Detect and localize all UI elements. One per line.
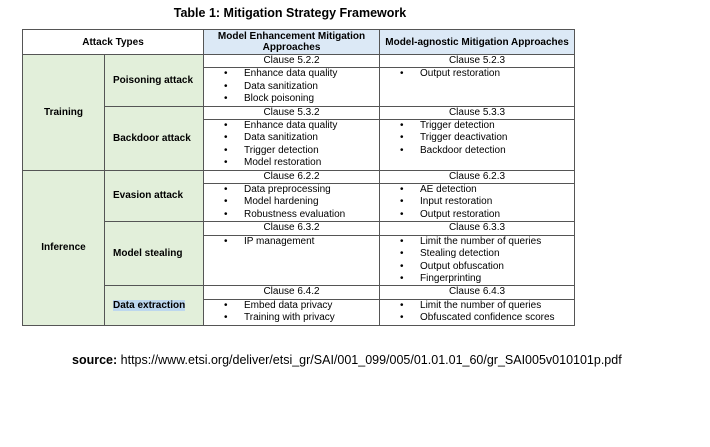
list-item: • Block poisoning	[204, 93, 379, 105]
table-row	[23, 55, 575, 107]
enhancement-cell	[204, 286, 380, 325]
list-item: • Model hardening	[204, 196, 379, 208]
list-item: • Embed data privacy	[204, 300, 379, 312]
clause-label: Clause 6.2.2	[204, 171, 379, 184]
list-item: • Backdoor detection	[380, 145, 574, 157]
enhancement-cell	[204, 106, 380, 170]
clause-label: Clause 6.3.2	[204, 222, 379, 235]
header-row	[23, 30, 575, 55]
table-row	[23, 170, 575, 222]
highlighted-label: Data extraction	[113, 299, 186, 311]
list-item: • Limit the number of queries	[380, 236, 574, 248]
group-inference: Inference	[23, 170, 105, 325]
enhancement-cell	[204, 55, 380, 107]
list-item: • Data sanitization	[204, 81, 379, 93]
header-model-agnostic: Model-agnostic Mitigation Approaches	[380, 30, 575, 55]
list-item: • Enhance data quality	[204, 120, 379, 132]
list-item: • Robustness evaluation	[204, 209, 379, 221]
list-item: • Data preprocessing	[204, 184, 379, 196]
table-row	[23, 106, 575, 170]
attack-evasion: Evasion attack	[105, 170, 204, 222]
clause-label: Clause 5.3.2	[204, 107, 379, 120]
list-item: • Enhance data quality	[204, 68, 379, 80]
agnostic-cell	[380, 286, 575, 325]
attack-poisoning: Poisoning attack	[105, 55, 204, 107]
clause-label: Clause 6.4.2	[204, 286, 379, 299]
list-item: • IP management	[204, 236, 379, 248]
list-item: • Input restoration	[380, 196, 574, 208]
list-item: • Output restoration	[380, 68, 574, 80]
list-item: • Obfuscated confidence scores	[380, 312, 574, 324]
table-row	[23, 286, 575, 325]
list-item: • Output restoration	[380, 209, 574, 221]
clause-label: Clause 5.3.3	[380, 107, 574, 120]
list-item: • AE detection	[380, 184, 574, 196]
clause-label: Clause 6.3.3	[380, 222, 574, 235]
list-item: • Output obfuscation	[380, 261, 574, 273]
source-url[interactable]: https://www.etsi.org/deliver/etsi_gr/SAI/001_099/005/01.01.01_60/gr_SAI005v010101p.pdf	[120, 353, 622, 367]
clause-label: Clause 5.2.2	[204, 55, 379, 68]
agnostic-cell	[380, 106, 575, 170]
list-item: • Fingerprinting	[380, 273, 574, 285]
clause-label: Clause 5.2.3	[380, 55, 574, 68]
list-item: • Training with privacy	[204, 312, 379, 324]
enhancement-cell	[204, 222, 380, 286]
group-training: Training	[23, 55, 105, 171]
attack-data-extraction	[105, 286, 204, 325]
list-item: • Trigger deactivation	[380, 132, 574, 144]
list-item: • Model restoration	[204, 157, 379, 169]
clause-label: Clause 6.2.3	[380, 171, 574, 184]
source-line	[72, 353, 622, 367]
agnostic-cell	[380, 222, 575, 286]
list-item: • Trigger detection	[380, 120, 574, 132]
header-model-enhancement: Model Enhancement Mitigation Approaches	[204, 30, 380, 55]
agnostic-cell	[380, 170, 575, 222]
header-attack-types: Attack Types	[23, 30, 204, 55]
list-item: • Limit the number of queries	[380, 300, 574, 312]
source-label: source:	[72, 353, 118, 367]
list-item: • Stealing detection	[380, 248, 574, 260]
agnostic-cell	[380, 55, 575, 107]
list-item: • Trigger detection	[204, 145, 379, 157]
table-title: Table 1: Mitigation Strategy Framework	[173, 6, 407, 20]
list-item: • Data sanitization	[204, 132, 379, 144]
enhancement-cell	[204, 170, 380, 222]
mitigation-table	[22, 29, 575, 326]
attack-model-stealing: Model stealing	[105, 222, 204, 286]
table-row	[23, 222, 575, 286]
clause-label: Clause 6.4.3	[380, 286, 574, 299]
attack-backdoor: Backdoor attack	[105, 106, 204, 170]
